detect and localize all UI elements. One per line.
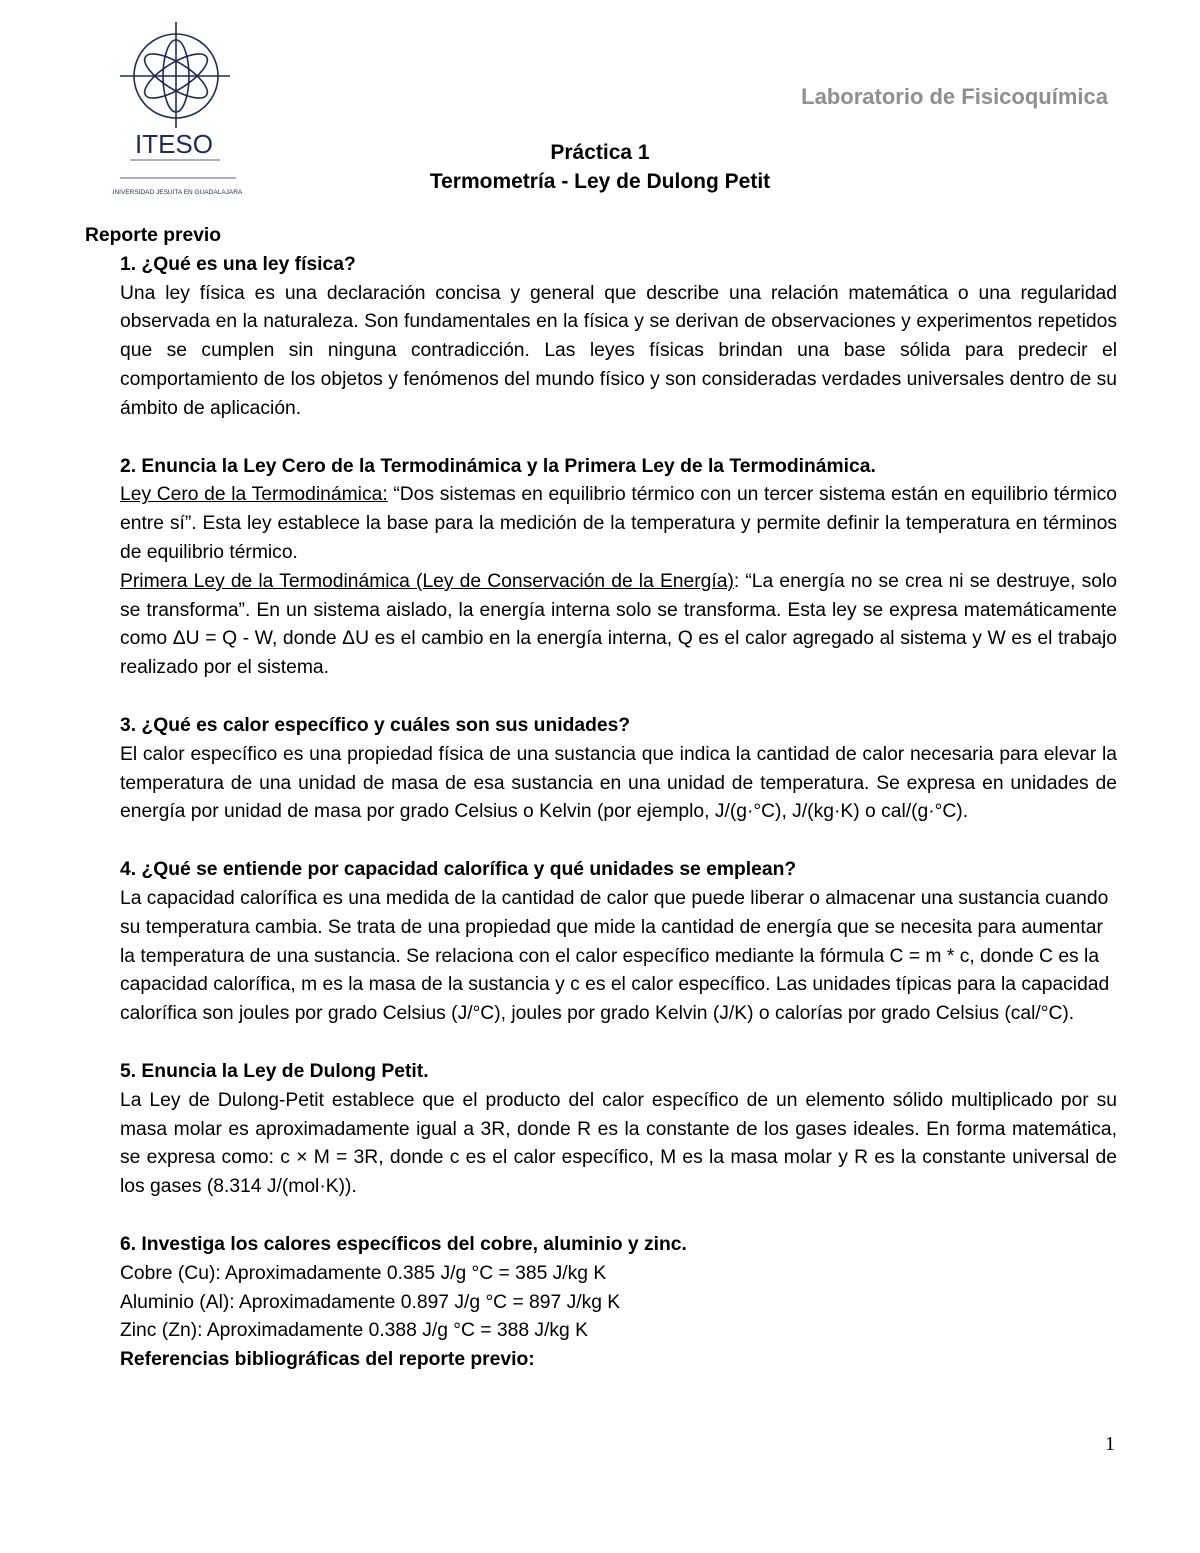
first-law-paragraph (85, 568, 1117, 683)
law-zero-text: “Dos sistemas en equilibrio térmico con un tercer sistema están en equilibrio térmico entre sí”. Esta ley establece la base para la medición de la temperatura y permite definir la temperatura en términos de equilibrio térmico. (120, 484, 1118, 563)
title-block (0, 138, 1200, 196)
logo-subtitle: UNIVERSIDAD JESUITA EN GUADALAJARA (112, 189, 242, 196)
lab-title: Laboratorio de Fisicoquímica (801, 84, 1108, 109)
question-5-title: 5. Enuncia la Ley de Dulong Petit. (120, 1060, 429, 1082)
law-zero-label: Ley Cero de la Termodinámica: (120, 484, 388, 506)
question-1-title: 1. ¿Qué es una ley física? (120, 253, 356, 275)
question-5-answer: La Ley de Dulong-Petit establece que el producto del calor específico de un elemento sólido multiplicado por su masa molar es aproximadamente igual a 3R, donde R es la constante de los gases ideales. En forma matemática, se expresa como: c × M = 3R, donde c es el calor específico, M es la masa molar y R es la constante universal de los gases (8.314 J/(mol·K)). (120, 1089, 1117, 1198)
page-number: 1 (1105, 1433, 1115, 1455)
references-heading: Referencias bibliográficas del reporte previo: (120, 1349, 535, 1371)
question-2-title: 2. Enuncia la Ley Cero de la Termodinámica y la Primera Ley de la Termodinámica. (120, 455, 876, 477)
aluminum-specific-heat: Aluminio (Al): Aproximadamente 0.897 J/g °C = 897 J/kg K (120, 1291, 621, 1313)
question-4-title: 4. ¿Qué se entiende por capacidad calorífica y qué unidades se emplean? (120, 859, 797, 881)
question-3-answer: El calor específico es una propiedad física de una sustancia que indica la cantidad de calor necesaria para elevar la temperatura de una unidad de masa de esa sustancia en una unidad de temperatura. Se expresa en unidades de energía por unidad de masa por grado Celsius o Kelvin (por ejemplo, J/(g·°C), J/(kg·K) o cal/(g·°C). (120, 743, 1117, 823)
question-6-title: 6. Investiga los calores específicos del cobre, aluminio y zinc. (120, 1233, 687, 1255)
logo-wordmark: ITESO (134, 129, 214, 159)
question-4-answer: La capacidad calorífica es una medida de la cantidad de calor que puede liberar o almacenar una sustancia cuando su temperatura cambia. Se trata de una propiedad que mide la cantidad de energía que se necesita para aumentar la temperatura de una sustancia. Se relaciona con el calor específico mediante la fórmula C = m * c, donde C es la capacidad calorífica, m es la masa de la sustancia y c es el calor específico. Las unidades típicas para la capacidad calorífica son joules por grado Celsius (J/°C), joules por grado Kelvin (J/K) o calorías por grado Celsius (cal/°C). (120, 887, 1110, 1025)
question-3-title: 3. ¿Qué es calor específico y cuáles son sus unidades? (120, 714, 631, 736)
question-1-answer: Una ley física es una declaración concisa y general que describe una relación matemática o una regularidad observada en la naturaleza. Son fundamentales en la física y se derivan de observaciones y experimentos repetidos que se cumplen sin ninguna contradicción. Las leyes físicas brindan una base sólida para predecir el comportamiento de los objetos y fenómenos del mundo físico y son consideradas verdades universales dentro de su ámbito de aplicación. (120, 282, 1117, 419)
practice-title: Práctica 1 (550, 141, 650, 164)
law-zero-paragraph (85, 481, 1117, 567)
zinc-specific-heat: Zinc (Zn): Aproximadamente 0.388 J/g °C = 388 J/kg K (120, 1320, 589, 1342)
first-law-label: Primera Ley de la Termodinámica (Ley de Conservación de la Energía) (120, 570, 734, 592)
first-law-text: : “La energía no se crea ni se destruye, solo se transforma”. En un sistema aislado, la energía interna solo se transforma. Esta ley se expresa matemáticamente como ΔU = Q - W, donde ΔU es el cambio en la energía interna, Q es el calor agregado al sistema y W es el trabajo realizado por el sistema. (120, 570, 1117, 679)
report-heading: Reporte previo (85, 225, 222, 246)
report-content (85, 222, 1117, 1375)
topic-title: Termometría - Ley de Dulong Petit (429, 170, 771, 193)
copper-specific-heat: Cobre (Cu): Aproximadamente 0.385 J/g °C = 385 J/kg K (120, 1262, 607, 1284)
